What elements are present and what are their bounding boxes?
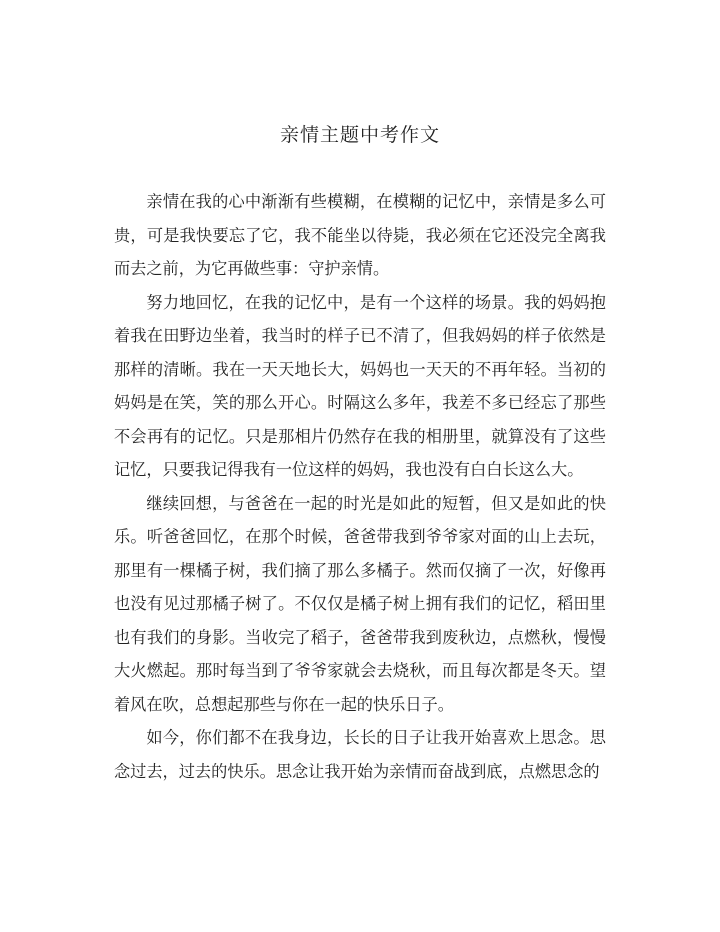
document-title: 亲情主题中考作文 (279, 124, 440, 146)
paragraph-2: 努力地回忆，在我的记忆中，是有一个这样的场景。我的妈妈抱着我在田野边坐着，我当时的样子已不清了，但我妈妈的样子依然是那样的清晰。我在一天天地长大，妈妈也一天天的不再年轻。当初的妈妈是在笑，笑的那么开心。时隔这么多年，我差不多已经忘了那些不会再有的记忆。只是那相片仍然存在我的相册里，就算没有了这些记忆，只要我记得我有一位这样的妈妈，我也没有白白长这么大。 (114, 292, 606, 479)
paragraph-1: 亲情在我的心中渐渐有些模糊，在模糊的记忆中，亲情是多么可贵，可是我快要忘了它，我不能坐以待毙，我必须在它还没完全离我而去之前，为它再做些事：守护亲情。 (114, 192, 606, 278)
paragraph-4: 如今，你们都不在我身边，长长的日子让我开始喜欢上思念。思念过去，过去的快乐。思念让我开始为亲情而奋战到底，点燃思念的 (114, 728, 606, 781)
paragraph-3: 继续回想，与爸爸在一起的时光是如此的短暂，但又是如此的快乐。听爸爸回忆，在那个时候，爸爸带我到爷爷家对面的山上去玩，那里有一棵橘子树，我们摘了那么多橘子。然而仅摘了一次，好像再也没有见过那橘子树了。不仅仅是橘子树上拥有我们的记忆，稻田里也有我们的身影。当收完了稻子，爸爸带我到废秋边，点燃秋，慢慢大火燃起。那时每当到了爷爷家就会去烧秋，而且每次都是冬天。望着风在吹，总想起那些与你在一起的快乐日子。 (114, 493, 606, 714)
document-body (114, 185, 606, 788)
